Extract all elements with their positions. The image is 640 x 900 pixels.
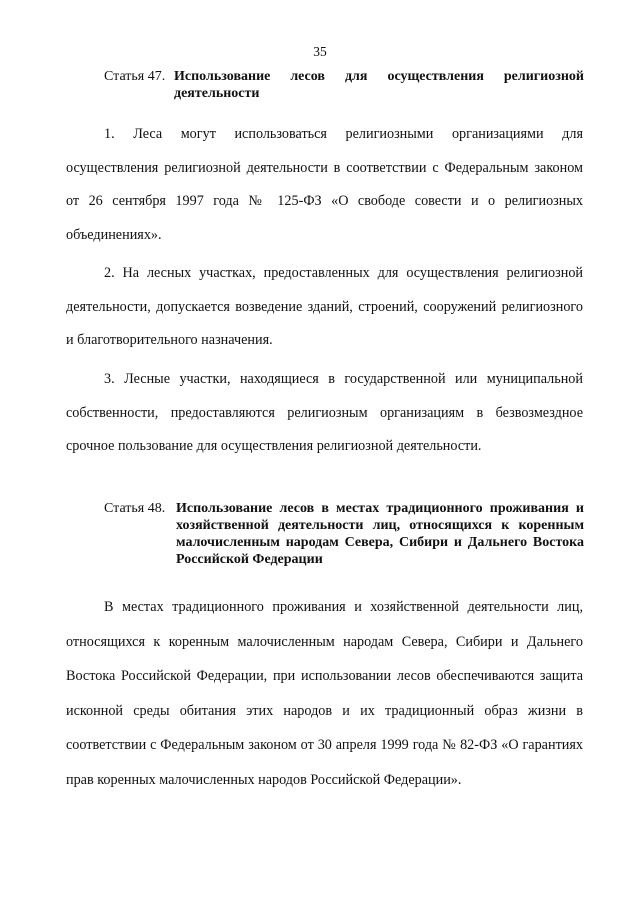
- article-47-title: Использование лесов для осуществления религиозной деятельности: [174, 69, 584, 101]
- article-48-heading: [104, 500, 584, 568]
- article-47-heading: [104, 68, 584, 102]
- article-47-paragraph-2: 2. На лесных участках, предоставленных для осуществления религиозной деятельности, допускается возведение зданий, строений, сооружений религиозного и благотворительного назначения.: [66, 265, 583, 348]
- article-47-paragraph-3: 3. Лесные участки, находящиеся в государственной или муниципальной собственности, предоставляются религиозным организациям в безвозмездное срочное пользование для осуществления религиозной деятельности.: [66, 371, 583, 454]
- article-47-label: Статья 47.: [104, 69, 166, 84]
- page-number: 35: [313, 44, 327, 59]
- article-48-label: Статья 48.: [104, 501, 166, 516]
- article-48-paragraph-1: В местах традиционного проживания и хозяйственной деятельности лиц, относящихся к коренным малочисленным народам Севера, Сибири и Дальнего Востока Российской Федерации, при использовании лесов обеспечиваются защита исконной среды обитания этих народов и их традиционный образ жизни в соответствии с Федеральным законом от 30 апреля 1999 года № 82-ФЗ «О гарантиях прав коренных малочисленных народов Российской Федерации».: [66, 599, 583, 788]
- article-47-paragraph-1: 1. Леса могут использоваться религиозными организациями для осуществления религиозной деятельности в соответствии с Федеральным законом от 26 сентября 1997 года № 125-ФЗ «О свободе совести и о религиозных объединениях».: [66, 126, 583, 243]
- article-48-title: Использование лесов в местах традиционного проживания и хозяйственной деятельности лиц, относящихся к коренным малочисленным народам Севера, Сибири и Дальнего Востока Российской Федерации: [176, 501, 584, 567]
